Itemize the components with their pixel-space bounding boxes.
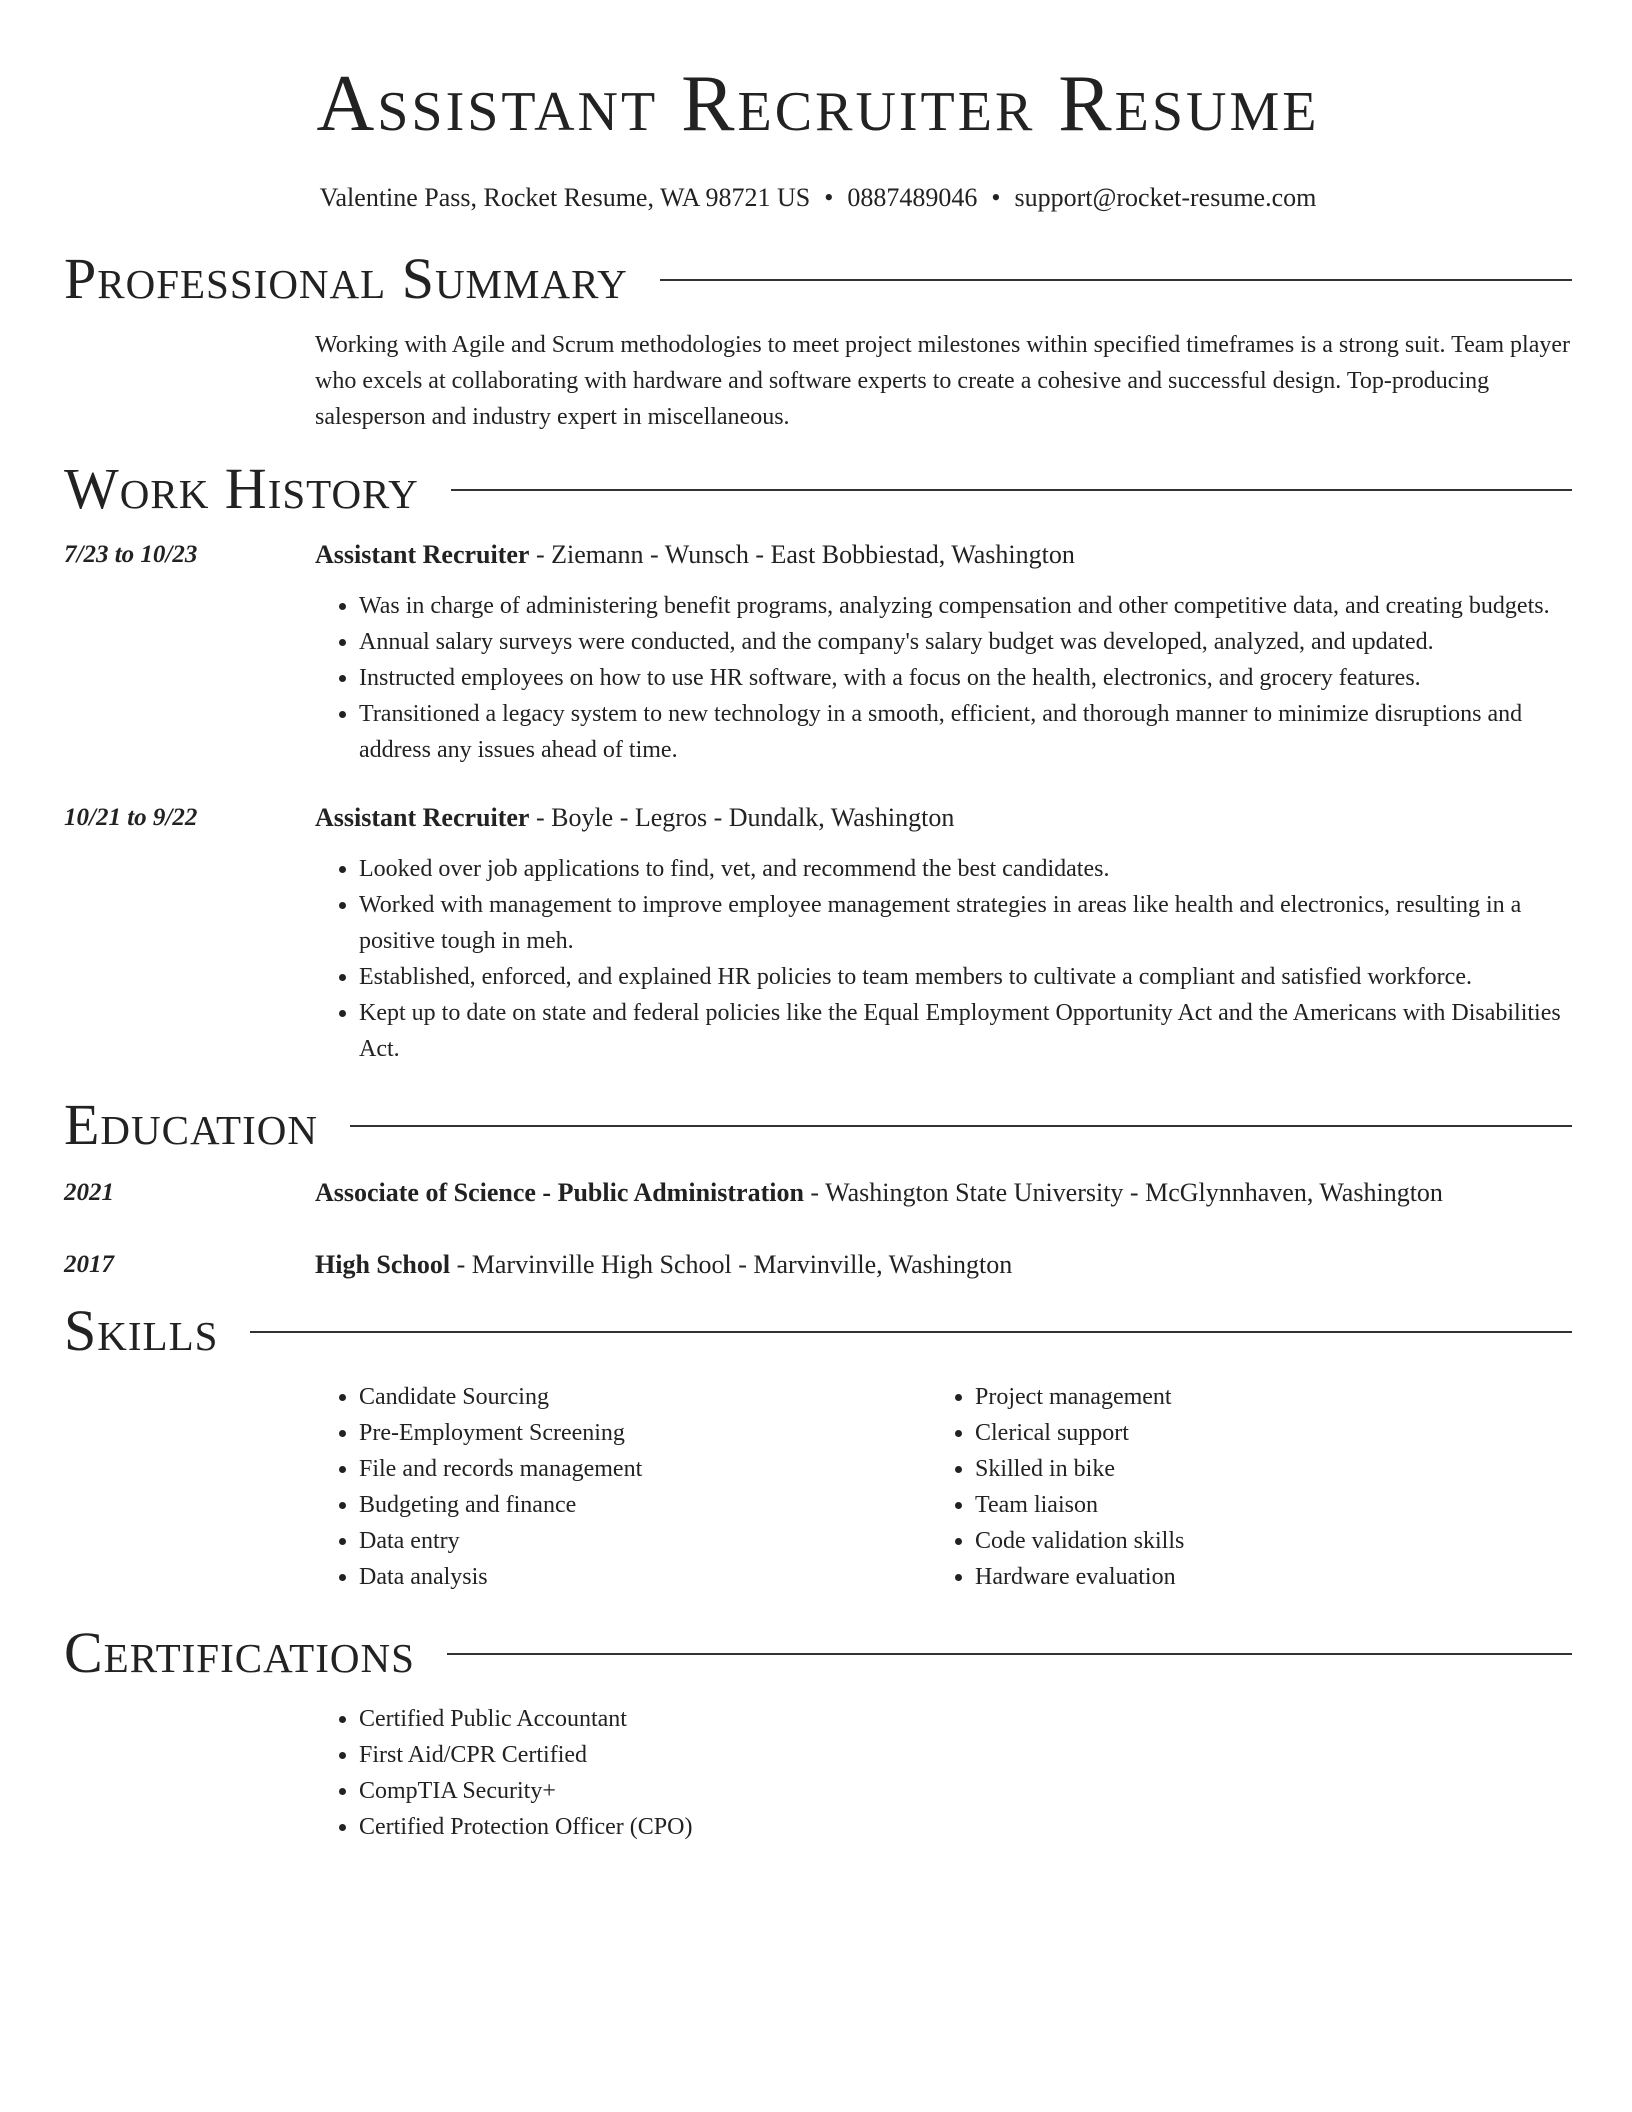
- skills-column-1: [315, 1379, 931, 1595]
- job-title: Assistant Recruiter: [315, 540, 530, 569]
- skills-row: [64, 1379, 1572, 1595]
- section-title-work: Work History: [64, 456, 419, 521]
- skill-item: • Data analysis: [359, 1559, 931, 1595]
- job-entry: [64, 537, 1572, 768]
- skill-item: • Team liaison: [975, 1487, 1547, 1523]
- skill-item: • File and records management: [359, 1451, 931, 1487]
- section-title-education: Education: [64, 1092, 318, 1157]
- section-title-summary: Professional Summary: [64, 246, 628, 311]
- section-header-education: [64, 1093, 1572, 1157]
- education-entry: [64, 1175, 1572, 1211]
- job-bullets: [315, 588, 1572, 768]
- section-divider: [660, 279, 1572, 281]
- skill-item: • Skilled in bike: [975, 1451, 1547, 1487]
- certifications-left-spacer: [64, 1701, 315, 1845]
- job-bullet: • Annual salary surveys were conducted, and the company's salary budget was developed, analyzed, and updated.: [359, 624, 1572, 660]
- section-title-skills: Skills: [64, 1298, 219, 1363]
- job-bullet: • Transitioned a legacy system to new technology in a smooth, efficient, and thorough manner to minimize disruptions and address any issues ahead of time.: [359, 696, 1572, 768]
- skill-item: • Clerical support: [975, 1415, 1547, 1451]
- summary-text: Working with Agile and Scrum methodologies to meet project milestones within specified timeframes is a strong suit. Team player who excels at collaborating with hardware and software experts to create a cohesive and successful design. Top-producing salesperson and industry expert in miscellaneous.: [315, 332, 1571, 430]
- section-divider: [350, 1125, 1572, 1127]
- education-year: 2021: [64, 1179, 114, 1206]
- contact-email: support@rocket-resume.com: [1014, 183, 1317, 212]
- resume-page: [64, 0, 1572, 1845]
- education-degree: High School: [315, 1250, 451, 1279]
- contact-address: Valentine Pass, Rocket Resume, WA 98721 US: [319, 183, 811, 212]
- section-header-summary: [64, 247, 1572, 311]
- job-dates: 10/21 to 9/22: [64, 804, 198, 831]
- section-header-certifications: [64, 1621, 1572, 1685]
- skill-item: • Code validation skills: [975, 1523, 1547, 1559]
- section-divider: [451, 489, 1572, 491]
- certification-item: • Certified Public Accountant: [359, 1701, 1572, 1737]
- skills-column-2: [931, 1379, 1547, 1595]
- skills-left-spacer: [64, 1379, 315, 1595]
- job-heading: [315, 537, 1572, 573]
- skill-item: • Candidate Sourcing: [359, 1379, 931, 1415]
- section-header-work: [64, 457, 1572, 521]
- summary-left-spacer: [64, 327, 315, 435]
- contact-separator: •: [991, 183, 1001, 212]
- certifications-list: [315, 1701, 1572, 1845]
- education-entry: [64, 1247, 1572, 1283]
- skill-item: • Hardware evaluation: [975, 1559, 1547, 1595]
- section-divider: [250, 1331, 1572, 1333]
- skill-item: • Budgeting and finance: [359, 1487, 931, 1523]
- job-details: - Ziemann - Wunsch - East Bobbiestad, Washington: [529, 540, 1075, 569]
- job-bullet: • Was in charge of administering benefit programs, analyzing compensation and other competitive data, and creating budgets.: [359, 588, 1572, 624]
- education-details: - Washington State University - McGlynnhaven, Washington: [803, 1178, 1443, 1207]
- certification-item: • CompTIA Security+: [359, 1773, 1572, 1809]
- certifications-row: [64, 1701, 1572, 1845]
- job-bullets: [315, 851, 1572, 1067]
- contact-line: [64, 183, 1572, 213]
- resume-title: Assistant Recruiter Resume: [316, 60, 1320, 148]
- job-bullet: • Kept up to date on state and federal policies like the Equal Employment Opportunity Act and the Americans with Disabilities Act.: [359, 995, 1572, 1067]
- certification-item: • Certified Protection Officer (CPO): [359, 1809, 1572, 1845]
- skill-item: • Pre-Employment Screening: [359, 1415, 931, 1451]
- job-bullet: • Instructed employees on how to use HR software, with a focus on the health, electronics, and grocery features.: [359, 660, 1572, 696]
- section-header-skills: [64, 1299, 1572, 1363]
- job-bullet: • Looked over job applications to find, vet, and recommend the best candidates.: [359, 851, 1572, 887]
- job-entry: [64, 800, 1572, 1067]
- certification-item: • First Aid/CPR Certified: [359, 1737, 1572, 1773]
- skill-item: • Project management: [975, 1379, 1547, 1415]
- education-degree: Associate of Science - Public Administration: [315, 1178, 804, 1207]
- summary-row: [64, 327, 1572, 435]
- job-details: - Boyle - Legros - Dundalk, Washington: [529, 803, 955, 832]
- job-bullet: • Worked with management to improve employee management strategies in areas like health and electronics, resulting in a positive tough in meh.: [359, 887, 1572, 959]
- section-divider: [447, 1653, 1572, 1655]
- section-title-certifications: Certifications: [64, 1620, 415, 1685]
- skill-item: • Data entry: [359, 1523, 931, 1559]
- education-details: - Marvinville High School - Marvinville, Washington: [450, 1250, 1013, 1279]
- job-title: Assistant Recruiter: [315, 803, 530, 832]
- job-dates: 7/23 to 10/23: [64, 541, 198, 568]
- job-bullet: • Established, enforced, and explained HR policies to team members to cultivate a compliant and satisfied workforce.: [359, 959, 1572, 995]
- job-heading: [315, 800, 1572, 836]
- contact-phone: 0887489046: [847, 183, 978, 212]
- education-year: 2017: [64, 1251, 114, 1278]
- contact-separator: •: [824, 183, 834, 212]
